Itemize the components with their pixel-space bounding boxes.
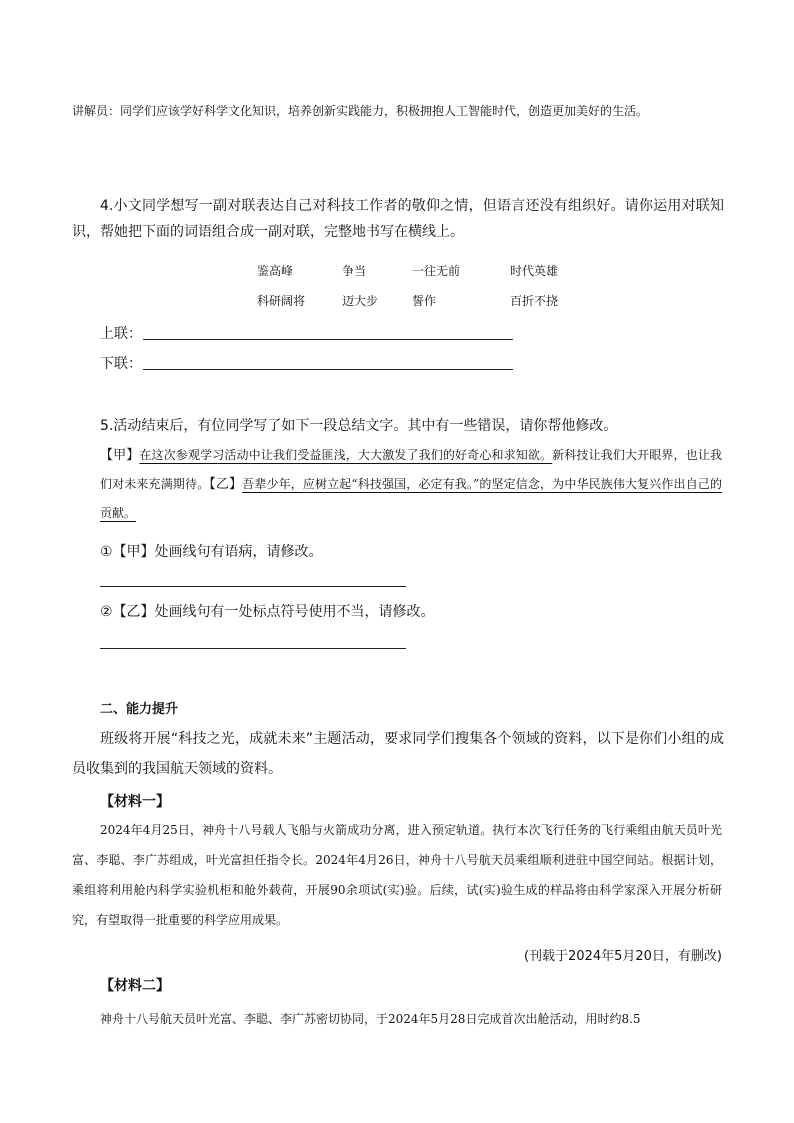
material-1-title: 【材料一】: [100, 794, 170, 810]
yi-underlined-sentence: 吾辈少年，应树立起“科技强国，必定有我。”的坚定信念，为中华民族伟大复兴作出自己的贡献。: [100, 477, 722, 520]
upper-couplet-answer-line[interactable]: [143, 339, 513, 340]
word-option: 鉴高峰: [257, 264, 294, 278]
section-2-title: 二、能力提升: [100, 702, 179, 717]
summary-passage: [100, 441, 722, 528]
material-1-text: 2024年4月25日，神舟十八号载人飞船与火箭成功分离，进入预定轨道。执行本次飞行任务的飞行乘组由航天员叶光富、李聪、李广苏组成，叶光富担任指令长。2024年4月26日，神舟十八号航天员乘组顺利进驻中国空间站。根据计划，乘组将利用舱内科学实验机柜和舱外载荷，开展90余项试(实)验。后续，试(实)验生成的样品将由科学家深入开展分析研究，有望取得一批重要的科学应用成果。: [72, 823, 722, 927]
yi-marker: 【乙】: [209, 477, 243, 492]
jia-underlined-sentence: 在这次参观学习活动中让我们受益匪浅，大大激发了我们的好奇心和求知欲。: [139, 448, 553, 462]
section-2-intro: 班级将开展“科技之光，成就未来”主题活动，要求同学们搜集各个领域的资料，以下是你们小组的成员收集到的我国航天领域的资料。: [72, 731, 724, 777]
upper-couplet-label: 上联：: [100, 326, 142, 342]
word-option: 迈大步: [342, 294, 379, 308]
lower-couplet-answer-line[interactable]: [143, 369, 513, 370]
word-option: 百折不挠: [510, 294, 559, 308]
material-2-title: 【材料二】: [100, 978, 170, 994]
sub-question-2: ②【乙】处画线句有一处标点符号使用不当，请修改。: [100, 604, 435, 620]
material-2-text: 神舟十八号航天员叶光富、李聪、李广苏密切协同，于2024年5月28日完成首次出舱活动，用时约8.5: [100, 1012, 641, 1026]
lower-couplet-label: 下联：: [100, 356, 142, 372]
word-option: 科研阔将: [257, 294, 306, 308]
sub-question-1: ①【甲】处画线句有语病，请修改。: [100, 544, 323, 560]
question-4-text: 4.小文同学想写一副对联表达自己对科技工作者的敬仰之情，但语言还没有组织好。请你运用对联知识，帮她把下面的词语组合成一副对联，完整地书写在横线上。: [72, 198, 724, 240]
material-1-source: (刊载于2024年5月20日，有删改): [523, 949, 722, 964]
sub-question-2-answer-line[interactable]: [100, 648, 406, 649]
word-option: 争当: [342, 264, 367, 278]
word-option: 誓作: [412, 294, 437, 308]
guide-paragraph: 讲解员：同学们应该学好科学文化知识，培养创新实践能力，积极拥抱人工智能时代，创造更加美好的生活。: [72, 104, 649, 118]
question-5-text: 5.活动结束后，有位同学写了如下一段总结文字。其中有一些错误，请你帮他修改。: [100, 418, 618, 434]
jia-marker: 【甲】: [100, 448, 140, 463]
passage-middle: 新科技让我们大开眼界，也让我们对未来充满期待。: [100, 448, 722, 491]
sub-question-1-answer-line[interactable]: [100, 586, 406, 587]
word-option: 一往无前: [412, 264, 461, 278]
word-option: 时代英雄: [510, 264, 559, 278]
